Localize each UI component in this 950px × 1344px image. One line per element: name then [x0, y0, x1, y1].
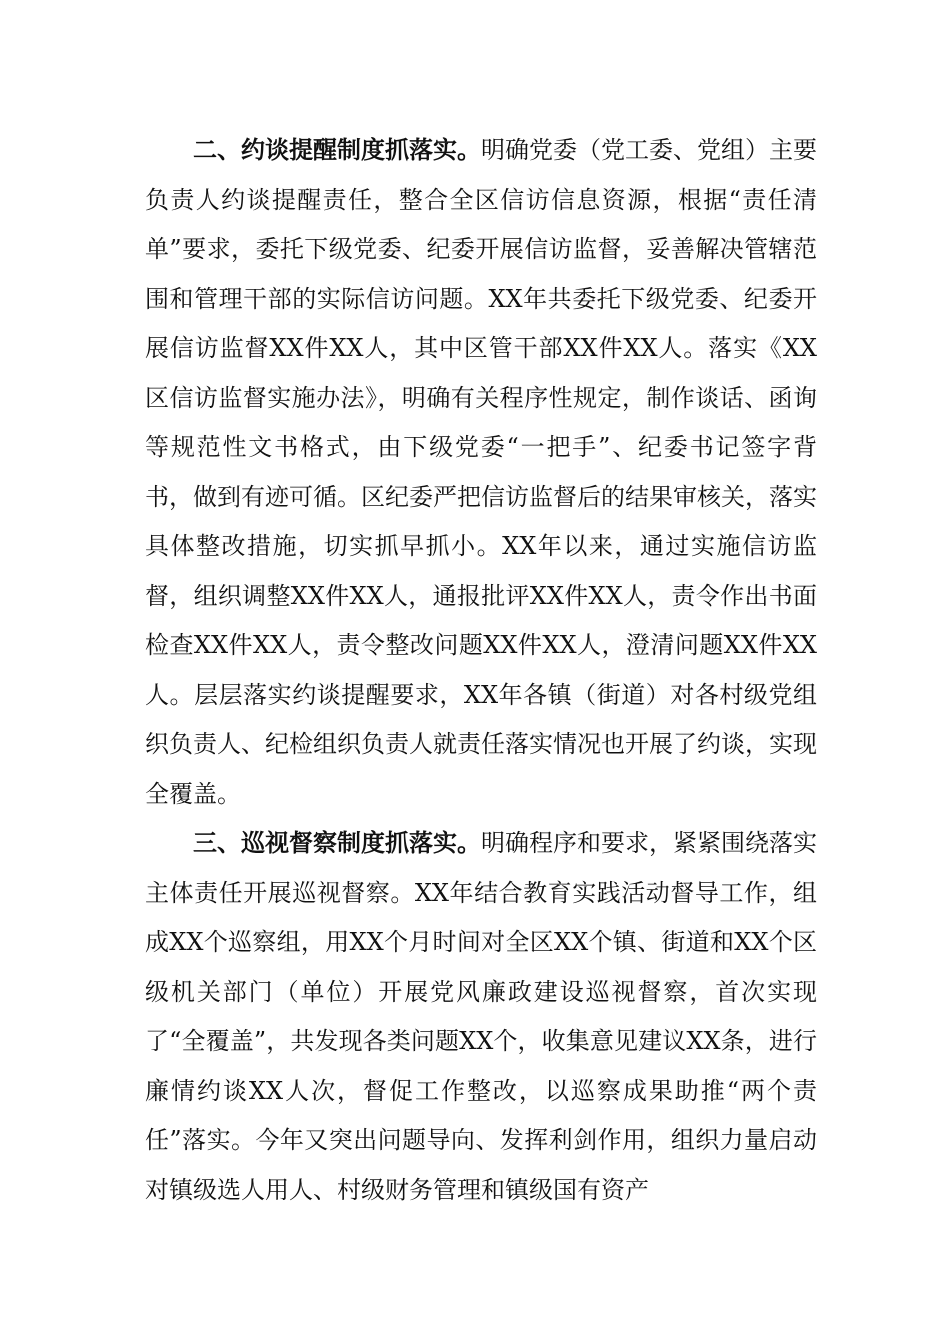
document-body [145, 126, 817, 1215]
paragraph-text: 明确程序和要求，紧紧围绕落实主体责任开展巡视督察。XX年结合教育实践活动督导工作，组成XX个巡察组，用XX个月时间对全区XX个镇、街道和XX个区级机关部门（单位）开展党风廉政建设巡视督察，首次实现了“全覆盖”，共发现各类问题XX个，收集意见建议XX条，进行廉情约谈XX人次，督促工作整改，以巡察成果助推“两个责任”落实。今年又突出问题导向、发挥利剑作用，组织力量启动对镇级选人用人、村级财务管理和镇级国有资产 [145, 829, 817, 1204]
paragraph-interview-reminder [145, 126, 817, 819]
paragraph-inspection-supervision [145, 819, 817, 1215]
paragraph-heading: 三、巡视督察制度抓落实。 [193, 829, 481, 857]
paragraph-heading: 二、约谈提醒制度抓落实。 [193, 136, 481, 164]
paragraph-text: 明确党委（党工委、党组）主要负责人约谈提醒责任，整合全区信访信息资源，根据“责任清单”要求，委托下级党委、纪委开展信访监督，妥善解决管辖范围和管理干部的实际信访问题。XX年共委托下级党委、纪委开展信访监督XX件XX人，其中区管干部XX件XX人。落实《XX区信访监督实施办法》，明确有关程序性规定，制作谈话、函询等规范性文书格式，由下级党委“一把手”、纪委书记签字背书，做到有迹可循。区纪委严把信访监督后的结果审核关，落实具体整改措施，切实抓早抓小。XX年以来，通过实施信访监督，组织调整XX件XX人，通报批评XX件XX人，责令作出书面检查XX件XX人，责令整改问题XX件XX人，澄清问题XX件XX人。层层落实约谈提醒要求，XX年各镇（街道）对各村级党组织负责人、纪检组织负责人就责任落实情况也开展了约谈，实现全覆盖。 [145, 136, 817, 808]
